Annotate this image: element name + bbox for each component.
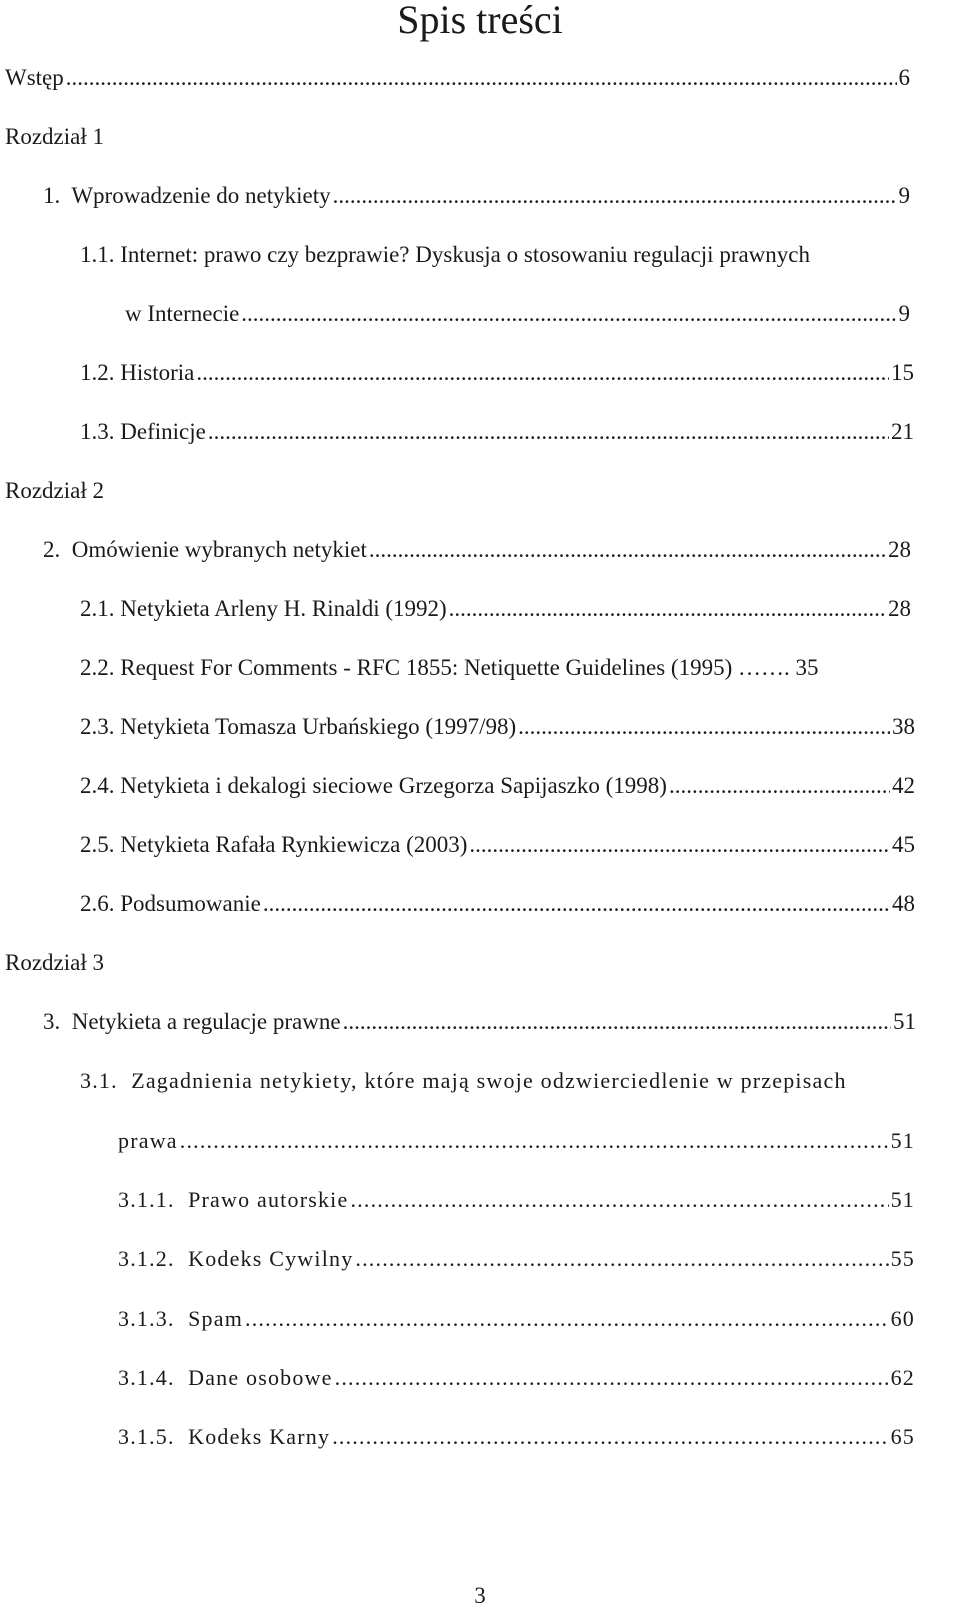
- toc-entry-page: 42: [892, 773, 915, 798]
- toc-leader-dots: [669, 772, 890, 800]
- toc-leader-dots: [350, 1186, 888, 1214]
- toc-entry-page: 65: [890, 1424, 915, 1449]
- toc-entry-page: 55: [890, 1246, 915, 1271]
- toc-chapter-heading-1[interactable]: [5, 123, 305, 151]
- toc-entry-2-5[interactable]: [80, 831, 915, 859]
- toc-entry-label: Rozdział 2: [5, 478, 104, 503]
- toc-entry-label: prawa: [118, 1128, 178, 1153]
- toc-entry-1-3[interactable]: [80, 418, 914, 446]
- toc-leader-dots: [263, 890, 890, 918]
- toc-entry-page: 9: [898, 183, 910, 208]
- toc-entry-label: 2.4. Netykieta i dekalogi sieciowe Grzegorza Sapijaszko (1998): [80, 773, 667, 798]
- toc-entry-label: 2.3. Netykieta Tomasza Urbańskiego (1997/98): [80, 714, 517, 739]
- toc-entry-label: 2.6. Podsumowanie: [80, 891, 261, 916]
- toc-entry-label: w Internecie: [125, 301, 240, 326]
- toc-entry-2-4[interactable]: [80, 772, 915, 800]
- toc-leader-dots: [245, 1305, 889, 1333]
- toc-entry-label: Wstęp: [5, 65, 64, 90]
- toc-entry-2-3[interactable]: [80, 713, 915, 741]
- toc-leader-dots: [369, 536, 886, 564]
- toc-leader-dots: [335, 1364, 889, 1392]
- toc-entry-3-1-line1[interactable]: [80, 1067, 950, 1095]
- toc-entry-label: 2.2. Request For Comments - RFC 1855: Netiquette Guidelines (1995) ……: [80, 655, 785, 680]
- toc-leader-dots: [469, 831, 890, 859]
- toc-entry-label: 1.3. Definicje: [80, 419, 206, 444]
- toc-entry-page: 51: [893, 1009, 916, 1034]
- toc-entry-label: 3.1.3. Spam: [118, 1306, 244, 1331]
- toc-leader-dots: [449, 595, 886, 623]
- toc-entry-label: 3.1.5. Kodeks Karny: [118, 1424, 331, 1449]
- toc-entry-label: Rozdział 3: [5, 950, 104, 975]
- toc-leader-dots: [343, 1008, 891, 1036]
- toc-leader-dots: [332, 1423, 888, 1451]
- toc-entry-label: 2.5. Netykieta Rafała Rynkiewicza (2003): [80, 832, 468, 857]
- toc-entry-label: 3.1.1. Prawo autorskie: [118, 1187, 349, 1212]
- toc-entry-page: 51: [890, 1187, 915, 1212]
- toc-entry-intro[interactable]: [5, 64, 910, 92]
- toc-entry-label: 2. Omówienie wybranych netykiet: [43, 537, 367, 562]
- toc-leader-dots: [208, 418, 889, 446]
- toc-entry-page: 6: [898, 65, 910, 90]
- toc-entry-page: 28: [888, 596, 911, 621]
- toc-entry-1-2[interactable]: [80, 359, 914, 387]
- toc-entry-3-1-3[interactable]: [118, 1305, 915, 1333]
- toc-entry-label: 2.1. Netykieta Arleny H. Rinaldi (1992): [80, 596, 447, 621]
- toc-entry-3-1-2[interactable]: [118, 1245, 915, 1273]
- toc-entry-label: Rozdział 1: [5, 124, 104, 149]
- toc-entry-3-1-line2[interactable]: [118, 1127, 915, 1155]
- toc-entry-label: 3.1.2. Kodeks Cywilny: [118, 1246, 354, 1271]
- toc-entry-page: 45: [892, 832, 915, 857]
- toc-entry-page: . 35: [784, 655, 819, 680]
- toc-entry-2-6[interactable]: [80, 890, 915, 918]
- toc-entry-3[interactable]: [43, 1008, 916, 1036]
- toc-entry-2-2[interactable]: [80, 654, 915, 682]
- page-title: Spis treści: [397, 0, 563, 42]
- toc-leader-dots: [180, 1127, 889, 1155]
- toc-entry-label: 3.1. Zagadnienia netykiety, które mają swoje odzwierciedlenie w przepisach: [80, 1068, 847, 1093]
- toc-entry-1-1-line2[interactable]: [125, 300, 910, 328]
- toc-chapter-heading-3[interactable]: [5, 949, 305, 977]
- toc-chapter-heading-2[interactable]: [5, 477, 305, 505]
- toc-entry-3-1-1[interactable]: [118, 1186, 915, 1214]
- toc-entry-label: 3.1.4. Dane osobowe: [118, 1365, 333, 1390]
- toc-entry-2-1[interactable]: [80, 595, 911, 623]
- toc-leader-dots: [66, 64, 897, 92]
- toc-entry-page: 51: [890, 1128, 915, 1153]
- toc-entry-page: 38: [892, 714, 915, 739]
- toc-entry-page: 48: [892, 891, 915, 916]
- toc-entry-page: 9: [898, 301, 910, 326]
- toc-entry-3-1-5[interactable]: [118, 1423, 915, 1451]
- toc-entry-3-1-4[interactable]: [118, 1364, 915, 1392]
- toc-leader-dots: [241, 300, 896, 328]
- toc-entry-2[interactable]: [43, 536, 911, 564]
- toc-entry-page: 15: [891, 360, 914, 385]
- toc-leader-dots: [518, 713, 890, 741]
- page-number: 3: [474, 1583, 486, 1608]
- toc-entry-1-1-line1[interactable]: [80, 241, 910, 269]
- toc-entry-label: 1. Wprowadzenie do netykiety: [43, 183, 331, 208]
- toc-leader-dots: [355, 1245, 888, 1273]
- toc-entry-page: 28: [888, 537, 911, 562]
- toc-entry-label: 3. Netykieta a regulacje prawne: [43, 1009, 341, 1034]
- toc-entry-page: 60: [890, 1306, 915, 1331]
- toc-entry-label: 1.1. Internet: prawo czy bezprawie? Dyskusja o stosowaniu regulacji prawnych: [80, 242, 811, 267]
- toc-leader-dots: [196, 359, 889, 387]
- toc-entry-label: 1.2. Historia: [80, 360, 195, 385]
- toc-leader-dots: [333, 182, 897, 210]
- toc-entry-page: 62: [890, 1365, 915, 1390]
- toc-entry-1[interactable]: [43, 182, 910, 210]
- toc-entry-page: 21: [891, 419, 914, 444]
